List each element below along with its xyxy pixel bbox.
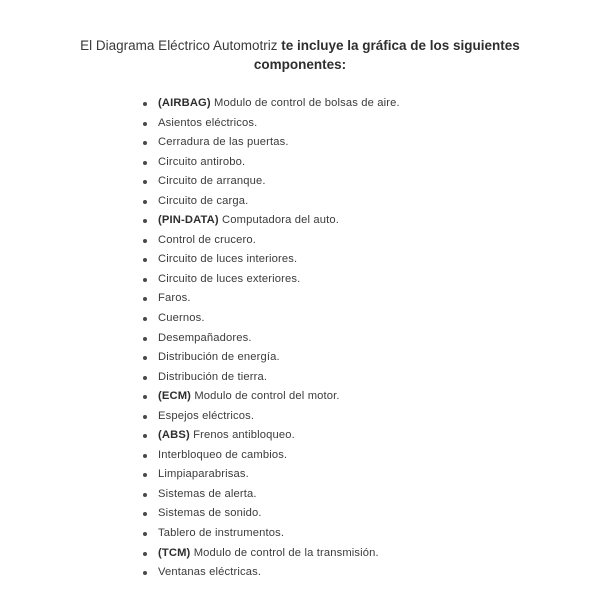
component-text: Circuito de luces interiores.	[158, 253, 298, 266]
component-text: Cerradura de las puertas.	[158, 136, 289, 149]
list-item	[143, 446, 563, 466]
bullet-icon	[143, 356, 147, 360]
component-text: Circuito de carga.	[158, 194, 249, 207]
list-item	[143, 114, 563, 134]
component-text: Circuito de luces exteriores.	[158, 272, 301, 285]
bullet-icon	[143, 102, 147, 106]
bullet-icon	[143, 180, 147, 184]
bullet-icon	[143, 337, 147, 341]
list-item	[143, 192, 563, 212]
bullet-icon	[143, 512, 147, 516]
bullet-icon	[143, 552, 147, 556]
list-item	[143, 329, 563, 349]
bullet-icon	[143, 454, 147, 458]
list-item	[143, 94, 563, 114]
component-text: Sistemas de sonido.	[158, 507, 262, 520]
component-text: Interbloqueo de cambios.	[158, 448, 288, 461]
bullet-icon	[143, 532, 147, 536]
list-item	[143, 524, 563, 544]
bullet-icon	[143, 258, 147, 262]
component-text: Limpiaparabrisas.	[158, 468, 249, 481]
bullet-icon	[143, 297, 147, 301]
component-code: (AIRBAG)	[158, 97, 211, 109]
component-text: Desempañadores.	[158, 331, 252, 344]
bullet-icon	[143, 122, 147, 126]
list-item	[143, 387, 563, 407]
bullet-icon	[143, 161, 147, 165]
component-text: Distribución de tierra.	[158, 370, 268, 383]
list-item	[143, 465, 563, 485]
component-text: Distribución de energía.	[158, 351, 280, 364]
component-text: Frenos antibloqueo.	[189, 429, 295, 442]
bullet-icon	[143, 141, 147, 145]
component-code: (ABS)	[158, 429, 190, 442]
bullet-icon	[143, 473, 147, 477]
list-item	[143, 133, 563, 153]
intro-bold-text: te incluye la gráfica de los siguientes componentes:	[253, 38, 520, 72]
list-item	[143, 153, 563, 173]
component-text: Computadora del auto.	[218, 214, 339, 227]
bullet-icon	[143, 200, 147, 204]
bullet-icon	[143, 571, 147, 575]
intro-paragraph	[60, 36, 540, 74]
list-item	[143, 231, 563, 251]
component-text: Ventanas eléctricas.	[158, 566, 262, 579]
list-item	[143, 368, 563, 388]
bullet-icon	[143, 395, 147, 399]
bullet-icon	[143, 415, 147, 419]
bullet-icon	[143, 219, 147, 223]
component-text: Asientos eléctricos.	[158, 116, 258, 129]
list-item	[143, 426, 563, 446]
list-item	[143, 563, 563, 583]
component-text: Espejos eléctricos.	[158, 409, 255, 422]
component-text: Modulo de control de bolsas de aire.	[210, 97, 400, 109]
list-item	[143, 309, 563, 329]
component-text: Control de crucero.	[158, 233, 256, 246]
component-text: Faros.	[158, 292, 191, 305]
component-text: Tablero de instrumentos.	[158, 527, 285, 540]
bullet-icon	[143, 376, 147, 380]
component-text: Circuito de arranque.	[158, 175, 266, 188]
list-item	[143, 504, 563, 524]
component-code: (PIN-DATA)	[158, 214, 219, 227]
component-text: Modulo de control de la transmisión.	[190, 546, 379, 559]
component-text: Cuernos.	[158, 312, 205, 325]
components-list	[143, 94, 563, 583]
list-item	[143, 348, 563, 368]
list-item	[143, 407, 563, 427]
intro-plain-text: El Diagrama Eléctrico Automotriz	[80, 38, 282, 53]
list-item	[143, 289, 563, 309]
list-item	[143, 544, 563, 564]
bullet-icon	[143, 317, 147, 321]
component-code: (TCM)	[158, 546, 191, 559]
component-code: (ECM)	[158, 390, 192, 403]
list-item	[143, 485, 563, 505]
component-text: Modulo de control del motor.	[191, 390, 340, 403]
bullet-icon	[143, 239, 147, 243]
list-item	[143, 270, 563, 290]
list-item	[143, 172, 563, 192]
component-text: Sistemas de alerta.	[158, 487, 257, 500]
list-item	[143, 250, 563, 270]
bullet-icon	[143, 493, 147, 497]
bullet-icon	[143, 434, 147, 438]
list-item	[143, 211, 563, 231]
bullet-icon	[143, 278, 147, 282]
component-text: Circuito antirobo.	[158, 155, 246, 168]
